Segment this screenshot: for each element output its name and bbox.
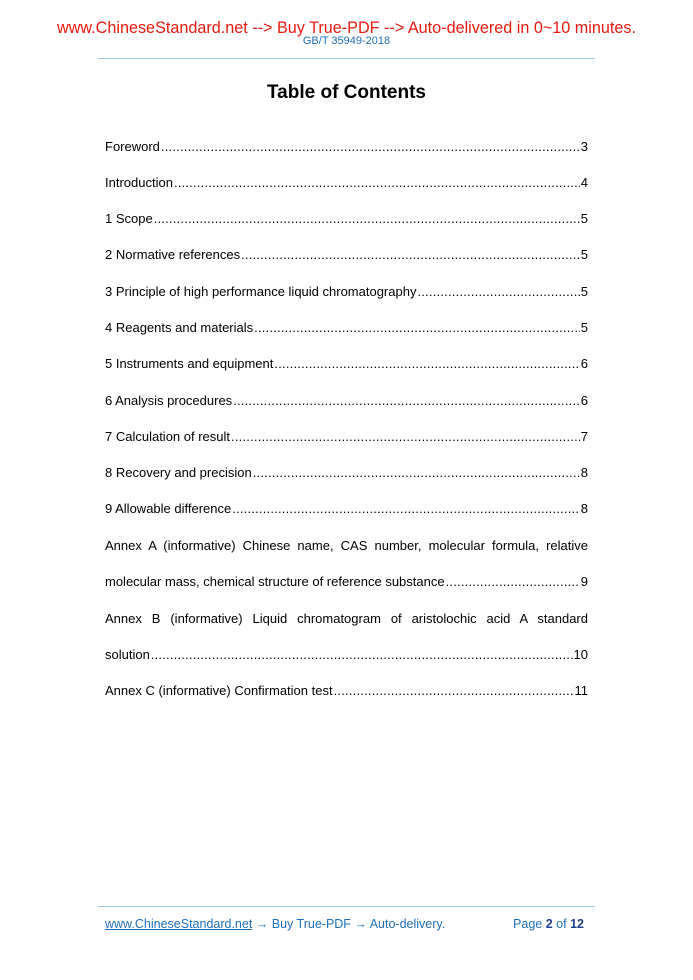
toc-entry-page: 4 xyxy=(580,175,588,190)
toc-entry-label: Annex A (informative) Chinese name, CAS number, molecular formula, relative xyxy=(105,538,588,553)
toc-entry-label: 6 Analysis procedures xyxy=(105,393,233,408)
toc-entry-label: Annex C (informative) Confirmation test xyxy=(105,683,333,698)
toc-entry-label: 2 Normative references xyxy=(105,247,241,262)
dot-leader xyxy=(241,246,580,264)
toc-entry-page: 5 xyxy=(580,284,588,299)
toc-entry-page: 5 xyxy=(580,247,588,262)
toc-entry-label: Annex B (informative) Liquid chromatogram of aristolochic acid A standard xyxy=(105,611,588,626)
toc-entry-calculation[interactable] xyxy=(105,428,588,446)
toc-entry-page: 8 xyxy=(580,501,588,516)
document-code: GB/T 35949-2018 xyxy=(302,35,391,47)
dot-leader xyxy=(154,210,580,228)
footer-tagline: → Buy True-PDF → Auto-delivery. xyxy=(252,917,446,931)
dot-leader xyxy=(232,500,580,518)
toc-entry-label: 7 Calculation of result xyxy=(105,429,231,444)
header-divider xyxy=(98,58,595,59)
toc-entry-page: 6 xyxy=(580,356,588,371)
toc-entry-label: 9 Allowable difference xyxy=(105,501,232,516)
footer xyxy=(105,916,588,932)
toc-entry-analysis-procedures[interactable] xyxy=(105,392,588,410)
page-of: of xyxy=(556,917,567,931)
toc-entry-page: 10 xyxy=(573,647,588,662)
dot-leader xyxy=(161,138,580,156)
toc-entry-annex-a[interactable] xyxy=(105,537,588,555)
dot-leader xyxy=(151,646,573,664)
toc-entry-annex-b[interactable] xyxy=(105,610,588,628)
dot-leader xyxy=(231,428,580,446)
toc-entry-scope[interactable] xyxy=(105,210,588,228)
toc-entry-page: 8 xyxy=(580,465,588,480)
toc-entry-page: 7 xyxy=(580,429,588,444)
toc-entry-page: 5 xyxy=(580,320,588,335)
toc-entry-page: 5 xyxy=(580,211,588,226)
page-total: 12 xyxy=(570,917,584,931)
page-current: 2 xyxy=(545,917,553,931)
toc-entry-annex-b-continued[interactable] xyxy=(105,646,588,664)
page-label: Page xyxy=(513,917,543,931)
toc-entry-label: 4 Reagents and materials xyxy=(105,320,254,335)
toc-entry-label: molecular mass, chemical structure of reference substance xyxy=(105,574,445,589)
toc-entry-annex-a-continued[interactable] xyxy=(105,573,588,591)
toc-entry-page: 11 xyxy=(574,683,588,698)
toc-entry-label: 1 Scope xyxy=(105,211,153,226)
toc-entry-introduction[interactable] xyxy=(105,174,588,192)
page-indicator xyxy=(513,916,584,932)
dot-leader xyxy=(334,682,574,700)
toc-entry-reagents[interactable] xyxy=(105,319,588,337)
toc-entry-label: Foreword xyxy=(105,139,160,154)
toc-entry-recovery[interactable] xyxy=(105,464,588,482)
toc-entry-label: 5 Instruments and equipment xyxy=(105,356,274,371)
dot-leader xyxy=(233,392,580,410)
toc-entry-page: 6 xyxy=(580,393,588,408)
toc-entry-principle[interactable] xyxy=(105,283,588,301)
dot-leader xyxy=(274,355,579,373)
dot-leader xyxy=(254,319,580,337)
toc-entry-page: 3 xyxy=(580,139,588,154)
toc-entry-instruments[interactable] xyxy=(105,355,588,373)
top-banner[interactable]: www.ChineseStandard.net --> Buy True-PDF --> Auto-delivered in 0~10 minutes. xyxy=(57,19,636,37)
toc-entry-page: 9 xyxy=(580,574,588,589)
footer-site-link[interactable]: www.ChineseStandard.net xyxy=(105,917,253,931)
toc-entry-allowable-difference[interactable] xyxy=(105,500,588,518)
page-title: Table of Contents xyxy=(266,82,427,103)
toc-entry-label: 3 Principle of high performance liquid chromatography xyxy=(105,284,417,299)
toc-entry-label: 8 Recovery and precision xyxy=(105,465,252,480)
dot-leader xyxy=(253,464,580,482)
toc-entry-label: Introduction xyxy=(105,175,173,190)
toc-entry-label: solution xyxy=(105,647,150,662)
toc-entry-annex-c[interactable] xyxy=(105,682,588,700)
toc-entry-foreword[interactable] xyxy=(105,138,588,156)
dot-leader xyxy=(446,573,580,591)
toc-entry-normative-references[interactable] xyxy=(105,246,588,264)
dot-leader xyxy=(417,283,579,301)
footer-divider xyxy=(98,906,595,907)
dot-leader xyxy=(174,174,580,192)
